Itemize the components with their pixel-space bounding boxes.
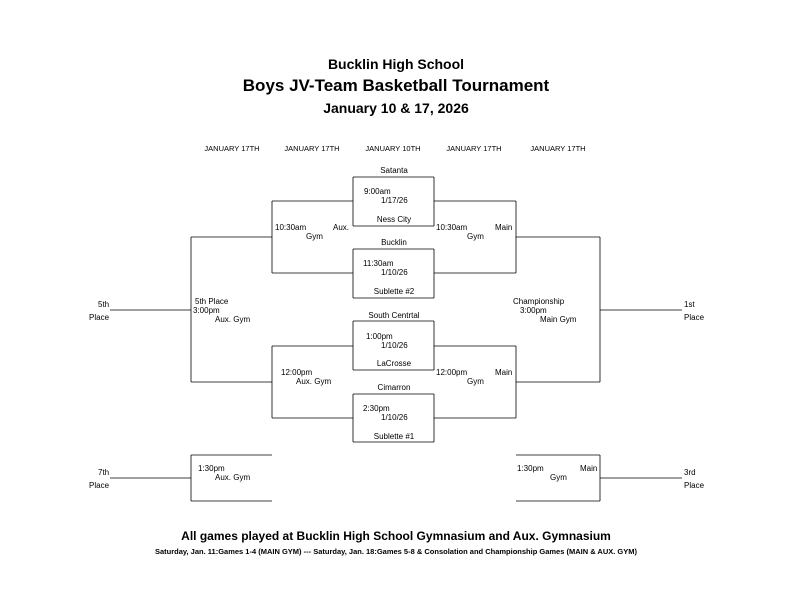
third-place-word: Place [684, 481, 705, 490]
semi-left-top-court: Aux. [333, 223, 350, 232]
game2-date: 1/10/26 [381, 268, 408, 277]
first-place-word: Place [684, 313, 705, 322]
fifth-place-court: Aux. Gym [215, 315, 251, 324]
third-place-time: 1:30pm [517, 464, 544, 473]
semi-right-bottom-court2: Gym [467, 377, 484, 386]
game1-date: 1/17/26 [381, 196, 408, 205]
seventh-place-court: Aux. Gym [215, 473, 251, 482]
semi-left-top-court2: Gym [306, 232, 323, 241]
game4-date: 1/10/26 [381, 413, 408, 422]
third-place-court: Main [580, 464, 598, 473]
game3-time: 1:00pm [366, 332, 393, 341]
school-title: Bucklin High School [327, 56, 465, 72]
seventh-place-word: Place [89, 481, 110, 490]
tournament-dates: January 10 & 17, 2026 [323, 100, 469, 116]
fifth-place-word: Place [89, 313, 110, 322]
team-satanta: Satanta [380, 166, 408, 175]
column-header-4: JANUARY 17TH [446, 144, 502, 153]
fifth-place-name: 5th Place [195, 297, 229, 306]
semi-left-bottom-time: 12:00pm [281, 368, 313, 377]
seventh-place-number: 7th [98, 468, 110, 477]
team-bucklin: Bucklin [381, 238, 407, 247]
tournament-title: Boys JV-Team Basketball Tournament [242, 76, 550, 95]
game2-time: 11:30am [363, 259, 394, 268]
team-cimarron: Cimarron [377, 383, 411, 392]
third-place-number: 3rd [684, 468, 696, 477]
third-place-court2: Gym [550, 473, 567, 482]
championship-time: 3:00pm [520, 306, 547, 315]
column-header-2: JANUARY 17TH [284, 144, 340, 153]
footer-venue: All games played at Bucklin High School Gymnasium and Aux. Gymnasium [181, 529, 611, 543]
semi-right-bottom-court: Main [495, 368, 513, 377]
column-header-1: JANUARY 17TH [204, 144, 260, 153]
fifth-place-time: 3:00pm [193, 306, 220, 315]
team-ness-city: Ness City [376, 215, 412, 224]
team-sublette-1: Sublette #1 [373, 432, 415, 441]
semi-left-top-time: 10:30am [275, 223, 307, 232]
first-place-number: 1st [684, 300, 695, 309]
semi-right-top-court: Main [495, 223, 513, 232]
game1-time: 9:00am [364, 187, 391, 196]
game3-date: 1/10/26 [381, 341, 408, 350]
semi-right-top-time: 10:30am [436, 223, 468, 232]
team-sublette-2: Sublette #2 [373, 287, 415, 296]
footer-schedule: Saturday, Jan. 11:Games 1-4 (MAIN GYM) --- Saturday, Jan. 18:Games 5-8 & Consolation and Championship Games (MAIN & AUX. GYM) [154, 547, 638, 556]
fifth-place-number: 5th [98, 300, 110, 309]
semi-right-top-court2: Gym [467, 232, 484, 241]
team-lacrosse: LaCrosse [376, 359, 412, 368]
game4-time: 2:30pm [363, 404, 390, 413]
semi-left-bottom-court: Aux. Gym [296, 377, 332, 386]
championship-court: Main Gym [540, 315, 577, 324]
column-header-3: JANUARY 10TH [365, 144, 421, 153]
column-header-5: JANUARY 17TH [530, 144, 586, 153]
team-south-central: South Centrtal [368, 311, 420, 320]
semi-right-bottom-time: 12:00pm [436, 368, 468, 377]
seventh-place-time: 1:30pm [198, 464, 225, 473]
championship-name: Championship [513, 297, 565, 306]
